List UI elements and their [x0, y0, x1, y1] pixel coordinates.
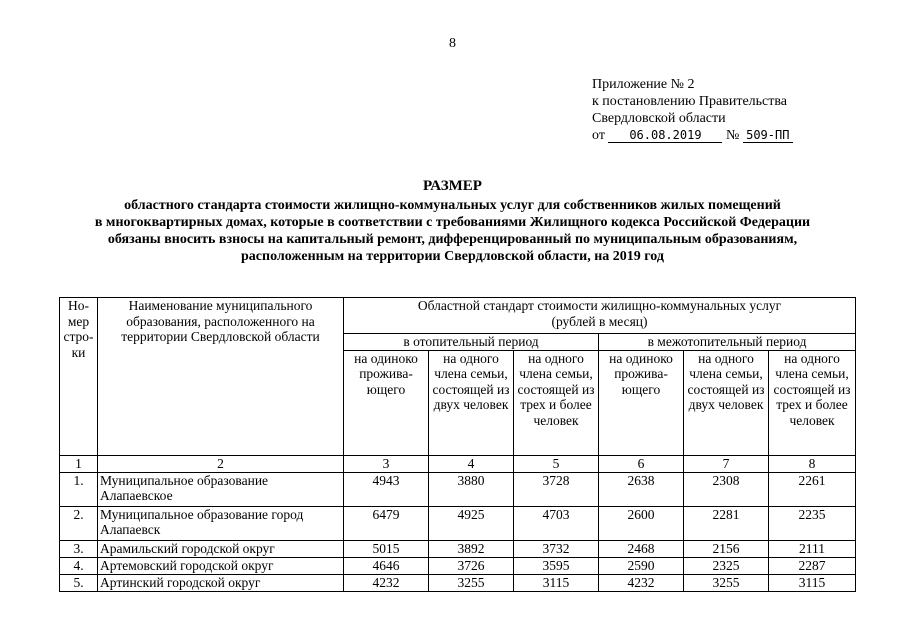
value-nonheating-two: 2308	[684, 472, 769, 506]
column-number-7: 7	[684, 456, 769, 473]
value-heating-two: 3880	[429, 472, 514, 506]
row-number: 1.	[60, 472, 98, 506]
table-row	[60, 506, 856, 540]
header-heating-period: в отопительный период	[344, 334, 599, 351]
value-nonheating-two: 2325	[684, 557, 769, 574]
column-number-6: 6	[599, 456, 684, 473]
title-line-1: областного стандарта стоимости жилищно-коммунальных услуг для собственников жилых помещений	[124, 198, 781, 213]
header-heating-three: на одного члена семьи, состоящей из трех и более человек	[514, 350, 599, 455]
header-nonheating-single: на одиноко прожива-ющего	[599, 350, 684, 455]
value-nonheating-two: 2156	[684, 540, 769, 557]
table-row	[60, 557, 856, 574]
standard-cost-table	[59, 297, 856, 592]
appendix-line-3: Свердловской области	[592, 111, 726, 126]
header-heating-single: на одиноко прожива-ющего	[344, 350, 429, 455]
value-heating-two: 3726	[429, 557, 514, 574]
value-nonheating-three: 3115	[769, 574, 856, 591]
value-heating-two: 3255	[429, 574, 514, 591]
table-row	[60, 574, 856, 591]
column-number-1: 1	[60, 456, 98, 473]
column-number-4: 4	[429, 456, 514, 473]
value-heating-three: 3115	[514, 574, 599, 591]
page-number: 8	[449, 36, 456, 51]
municipality-name: Муниципальное образование Алапаевское	[98, 472, 344, 506]
value-nonheating-single: 2590	[599, 557, 684, 574]
municipality-name: Муниципальное образование город Алапаевск	[98, 506, 344, 540]
value-nonheating-single: 2638	[599, 472, 684, 506]
municipality-name: Арамильский городской округ	[98, 540, 344, 557]
value-heating-single: 4646	[344, 557, 429, 574]
decree-number: 509-ПП	[743, 128, 793, 143]
header-standard-group: Областной стандарт стоимости жилищно-коммунальных услуг (рублей в месяц)	[344, 298, 856, 334]
value-nonheating-single: 2600	[599, 506, 684, 540]
value-heating-three: 3732	[514, 540, 599, 557]
value-heating-single: 4232	[344, 574, 429, 591]
value-heating-single: 5015	[344, 540, 429, 557]
value-nonheating-three: 2287	[769, 557, 856, 574]
number-label: №	[725, 128, 740, 143]
value-nonheating-single: 2468	[599, 540, 684, 557]
value-nonheating-two: 2281	[684, 506, 769, 540]
value-nonheating-two: 3255	[684, 574, 769, 591]
value-nonheating-three: 2261	[769, 472, 856, 506]
value-nonheating-three: 2111	[769, 540, 856, 557]
value-heating-three: 4703	[514, 506, 599, 540]
header-nonheating-two: на одного члена семьи, состоящей из двух человек	[684, 350, 769, 455]
header-municipality-name: Наименование муниципального образования, расположенного на территории Свердловской области	[98, 298, 344, 456]
appendix-line-1: Приложение № 2	[592, 77, 695, 92]
value-nonheating-single: 4232	[599, 574, 684, 591]
from-label: от	[592, 128, 605, 143]
value-heating-two: 3892	[429, 540, 514, 557]
value-nonheating-three: 2235	[769, 506, 856, 540]
header-heating-two: на одного члена семьи, состоящей из двух человек	[429, 350, 514, 455]
value-heating-two: 4925	[429, 506, 514, 540]
column-number-3: 3	[344, 456, 429, 473]
decree-date: 06.08.2019	[608, 128, 722, 143]
municipality-name: Артинский городской округ	[98, 574, 344, 591]
header-nonheating-three: на одного члена семьи, состоящей из трех и более человек	[769, 350, 856, 455]
column-number-8: 8	[769, 456, 856, 473]
value-heating-three: 3595	[514, 557, 599, 574]
value-heating-three: 3728	[514, 472, 599, 506]
row-number: 2.	[60, 506, 98, 540]
document-title	[0, 178, 905, 265]
row-number: 4.	[60, 557, 98, 574]
table-row	[60, 472, 856, 506]
appendix-date-line	[592, 127, 793, 144]
title-line-2: в многоквартирных домах, которые в соответствии с требованиями Жилищного кодекса Российской Федерации	[94, 215, 811, 230]
table-row	[60, 540, 856, 557]
row-number: 3.	[60, 540, 98, 557]
title-line-3: обязаны вносить взносы на капитальный ремонт, дифференцированный по муниципальным образованиям,	[107, 232, 798, 247]
header-row-number: Но-мер стро-ки	[60, 298, 98, 456]
municipality-name: Артемовский городской округ	[98, 557, 344, 574]
row-number: 5.	[60, 574, 98, 591]
value-heating-single: 4943	[344, 472, 429, 506]
appendix-line-2: к постановлению Правительства	[592, 94, 788, 109]
header-nonheating-period: в межотопительный период	[599, 334, 856, 351]
column-number-2: 2	[98, 456, 344, 473]
value-heating-single: 6479	[344, 506, 429, 540]
column-number-5: 5	[514, 456, 599, 473]
title-line-4: расположенным на территории Свердловской области, на 2019 год	[241, 249, 664, 264]
title-main: РАЗМЕР	[423, 178, 482, 194]
appendix-block	[592, 76, 793, 144]
